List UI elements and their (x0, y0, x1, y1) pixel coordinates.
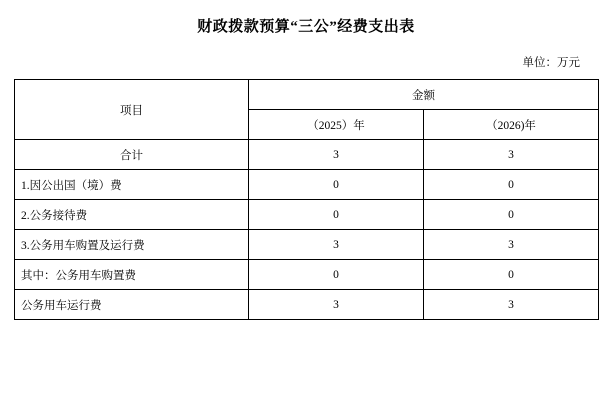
row-value-2026: 3 (424, 290, 599, 320)
table-row (15, 290, 599, 320)
header-year-2026: （2026)年 (424, 110, 599, 140)
table-row (15, 260, 599, 290)
row-label: 3.公务用车购置及运行费 (15, 230, 249, 260)
row-value-2026: 0 (424, 170, 599, 200)
row-value-2026: 0 (424, 200, 599, 230)
row-value-2025: 3 (249, 140, 424, 170)
header-amount-label: 金额 (249, 80, 599, 110)
row-value-2025: 3 (249, 230, 424, 260)
row-value-2025: 0 (249, 260, 424, 290)
row-label: 2.公务接待费 (15, 200, 249, 230)
row-value-2026: 0 (424, 260, 599, 290)
header-item-label: 项目 (15, 80, 249, 140)
header-year-2025: （2025）年 (249, 110, 424, 140)
unit-note: 单位：万元 (522, 57, 580, 69)
table-header-row-1 (15, 80, 599, 110)
table-row (15, 200, 599, 230)
table-row (15, 170, 599, 200)
row-value-2025: 0 (249, 170, 424, 200)
row-value-2026: 3 (424, 230, 599, 260)
row-value-2025: 3 (249, 290, 424, 320)
table-row (15, 140, 599, 170)
row-label: 其中：公务用车购置费 (15, 260, 249, 290)
row-value-2026: 3 (424, 140, 599, 170)
row-value-2025: 0 (249, 200, 424, 230)
table-row (15, 230, 599, 260)
budget-table (14, 79, 599, 320)
page-title: 财政拨款预算“三公”经费支出表 (197, 19, 415, 35)
document-page (0, 15, 612, 417)
row-label: 1.因公出国（境）费 (15, 170, 249, 200)
row-label: 合计 (15, 140, 249, 170)
table-container (0, 79, 612, 320)
row-label: 公务用车运行费 (15, 290, 249, 320)
